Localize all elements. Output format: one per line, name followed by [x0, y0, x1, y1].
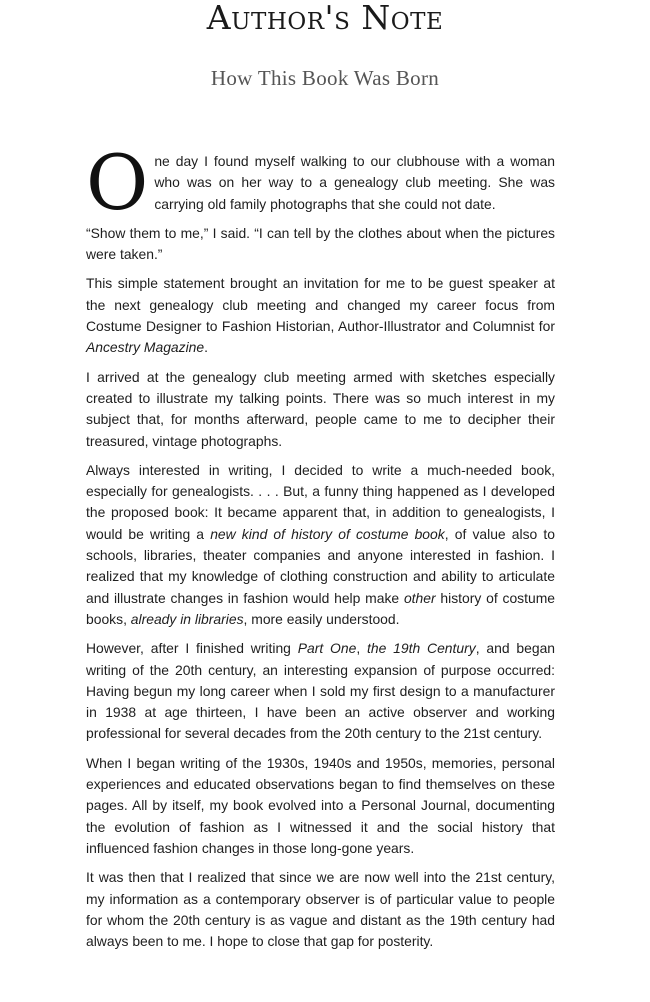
- paragraph-6: [86, 638, 555, 744]
- book-part-title: Part One: [297, 640, 357, 657]
- paragraph-1: [86, 138, 555, 227]
- paragraph-7: When I began writing of the 1930s, 1940s and 1950s, memories, personal experiences and educated observations began to find themselves on these pages. All by itself, my book evolved into a Personal Journal, documenting the evolution of fashion as I witnessed it and the social history that influenced fashion changes in those long-gone years.: [86, 754, 555, 856]
- paragraph-3-text-b: .: [204, 339, 208, 356]
- paragraph-2: “Show them to me,” I said. “I can tell by the clothes about when the pictures were taken.”: [86, 224, 555, 263]
- paragraph-5-text-d: , more easily understood.: [243, 610, 400, 627]
- paragraph-4: I arrived at the genealogy club meeting armed with sketches especially created to illustrate my talking points. There was so much interest in my subject that, for months afterward, people came to me to decipher their treasured, vintage photographs.: [86, 368, 555, 449]
- paragraph-5-italic-c: already in libraries: [130, 610, 244, 627]
- paragraph-3: [86, 273, 555, 358]
- magazine-title: Ancestry Magazine: [86, 339, 205, 356]
- paragraph-1-text: ne day I found myself walking to our clubhouse with a woman who was on her way to a genealogy club meeting. She was carrying old family photographs that she could not date.: [154, 153, 555, 212]
- paragraph-6-text-a: However, after I finished writing: [86, 640, 298, 657]
- paragraph-5: [86, 460, 555, 630]
- page-title: Author's Note: [206, 0, 444, 37]
- paragraph-8: It was then that I realized that since we are now well into the 21st century, my information as a contemporary observer is of particular value to people for whom the 20th century is as vague and distant as the 19th century had always been to me. I hope to close that gap for posterity.: [86, 869, 555, 950]
- paragraph-5-text-b: , of value also to schools, libraries, theater companies and anyone interested in fashion. I realized that my knowledge of clothing construction and ability to articulate and illustrate changes in fashion would help make: [86, 525, 556, 606]
- paragraph-5-italic-a: new kind of history of costume book: [210, 525, 445, 542]
- article-body: [86, 138, 556, 960]
- paragraph-5-italic-b: other: [403, 589, 436, 606]
- book-part-subtitle: the 19th Century: [367, 640, 476, 657]
- paragraph-6-text-b: ,: [356, 640, 368, 657]
- drop-cap: O: [86, 138, 149, 227]
- page-subtitle: How This Book Was Born: [210, 66, 440, 90]
- paragraph-6-text-c: , and began writing of the 20th century, an interesting expansion of purpose occurred: Having begun my long career when I sold my first design to a manufacturer in 1938 at age thirteen, I have been an active observer and working professional for several decades from the 20th century to the 21st century.: [86, 640, 556, 742]
- paragraph-3-text-a: This simple statement brought an invitation for me to be guest speaker at the next genealogy club meeting and changed my career focus from Costume Designer to Fashion Historian, Author-Illustrator and Columnist for: [86, 275, 555, 335]
- paragraph-5-text-a: Always interested in writing, I decided to write a much-needed book, especially for genealogists. . . . But, a funny thing happened as I developed the proposed book: It became apparent that, in addition to genealogists, I would be writing a: [86, 461, 555, 542]
- paragraph-5-text-c: history of costume books,: [86, 589, 555, 627]
